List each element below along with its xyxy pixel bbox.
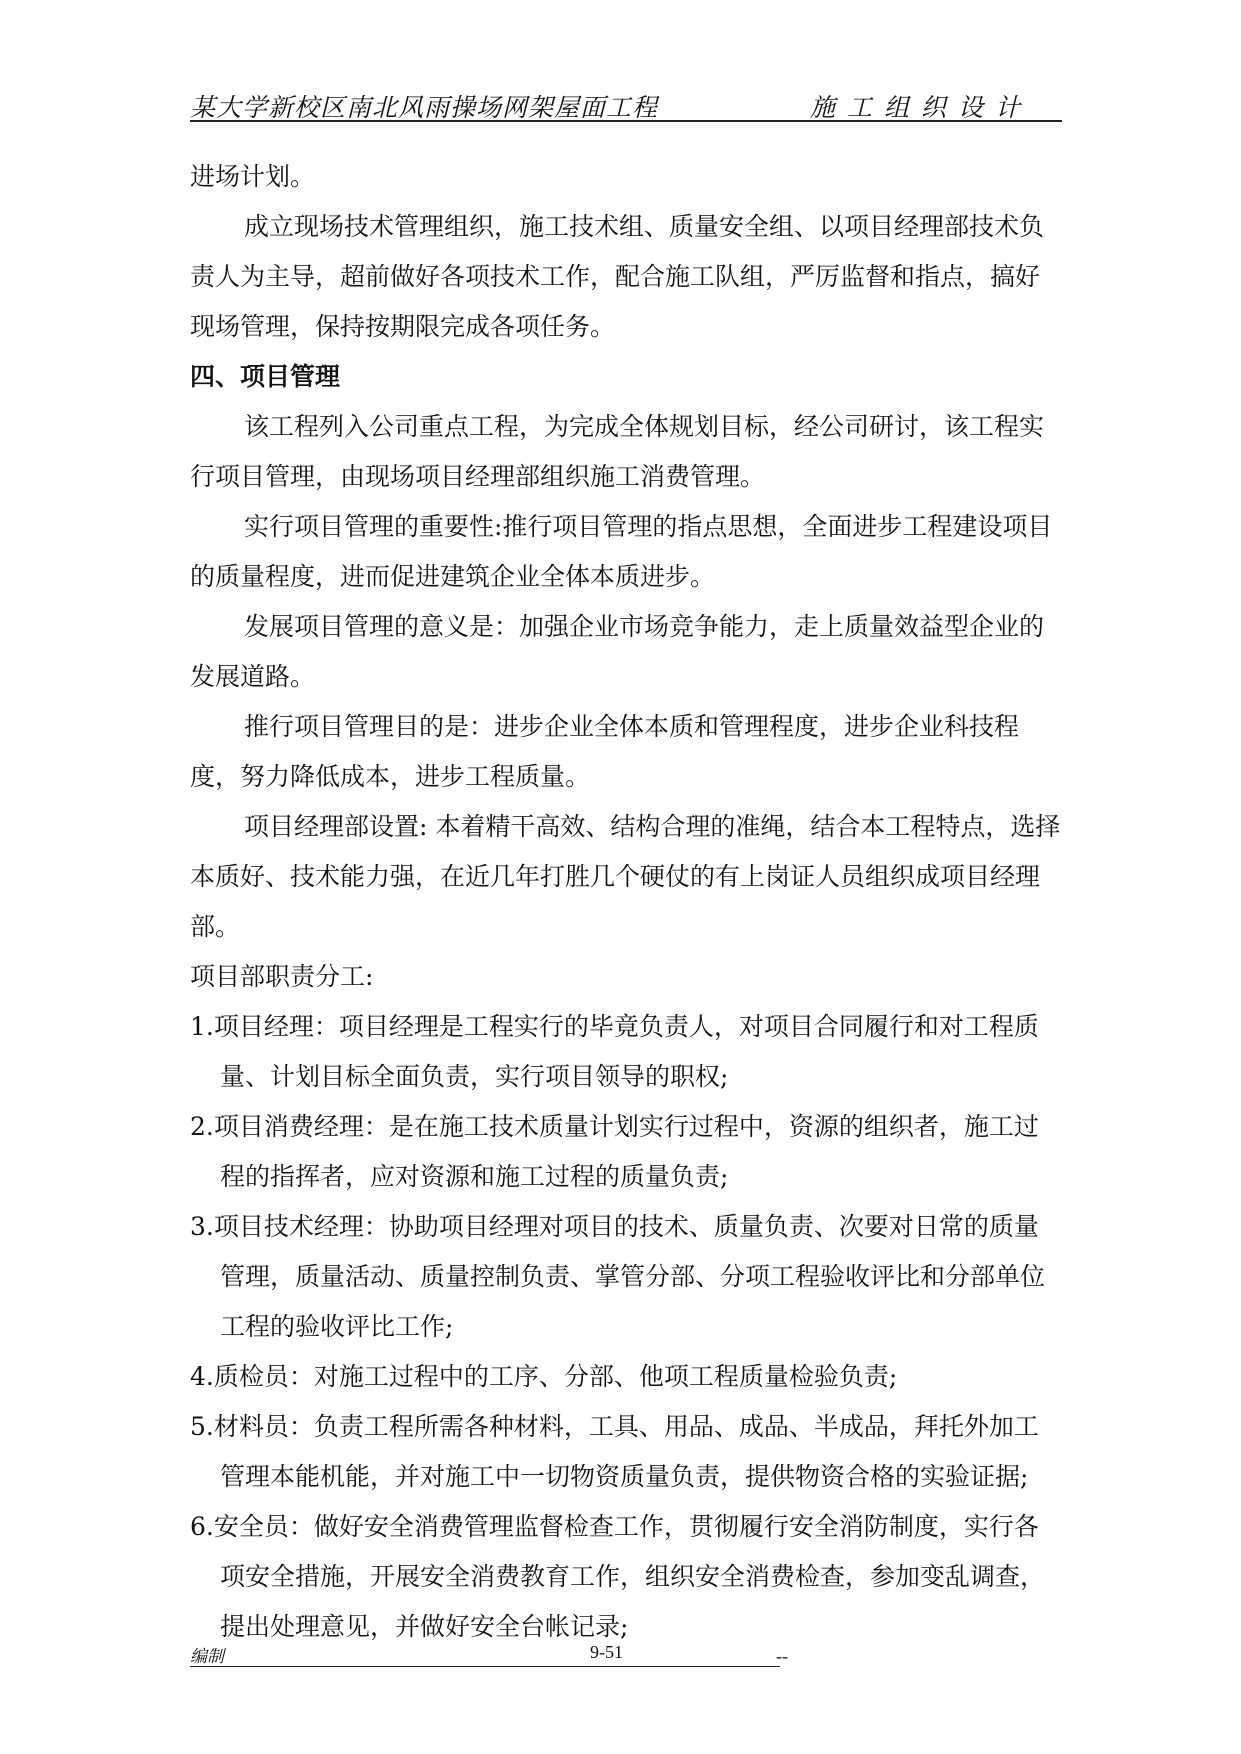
section-heading: 四、项目管理 xyxy=(190,362,341,391)
list-item: 6.安全员：做好安全消费管理监督检查工作，贯彻履行安全消防制度，实行各项安全措施，开展安全消费教育工作，组织安全消费检查，参加变乱调查，提出处理意见，并做好安全台帐记录; xyxy=(190,1512,1046,1641)
page-number: 9-51 xyxy=(590,1642,623,1662)
paragraph: 项目部职责分工: xyxy=(190,962,374,991)
paragraph: 进场计划。 xyxy=(190,162,316,191)
page-header xyxy=(190,86,1062,122)
footer-label: 编制 xyxy=(190,1647,224,1667)
paragraph: 该工程列入公司重点工程，为完成全体规划目标，经公司研讨，该工程实行项目管理，由现场项目经理部组织施工消费管理。 xyxy=(190,412,1045,491)
footer-dash: -- xyxy=(776,1646,788,1666)
document-body xyxy=(190,152,1062,1652)
paragraph: 发展项目管理的意义是：加强企业市场竞争能力，走上质量效益型企业的发展道路。 xyxy=(190,612,1045,691)
list-item: 5.材料员：负责工程所需各种材料，工具、用品、成品、半成品，拜托外加工管理本能机能，并对施工中一切物资质量负责，提供物资合格的实验证据; xyxy=(190,1412,1039,1491)
list-item: 3.项目技术经理：协助项目经理对项目的技术、质量负责、次要对日常的质量管理，质量活动、质量控制负责、掌管分部、分项工程验收评比和分部单位工程的验收评比工作; xyxy=(190,1212,1046,1341)
footer-rule xyxy=(190,1666,780,1667)
header-document-type: 施工组织设计 xyxy=(810,93,1033,122)
paragraph: 项目经理部设置: 本着精干高效、结构合理的准绳，结合本工程特点，选择本质好、技术能力强，在近几年打胜几个硬仗的有上岗证人员组织成项目经理部。 xyxy=(190,812,1061,941)
list-item: 1.项目经理：项目经理是工程实行的毕竟负责人，对项目合同履行和对工程质量、计划目标全面负责，实行项目领导的职权; xyxy=(190,1012,1039,1091)
paragraph: 实行项目管理的重要性:推行项目管理的指点思想，全面进步工程建设项目的质量程度，进而促进建筑企业全体本质进步。 xyxy=(190,512,1053,591)
page-footer xyxy=(190,1642,790,1668)
header-project-title: 某大学新校区南北风雨操场网架屋面工程 xyxy=(190,93,659,122)
paragraph: 成立现场技术管理组织，施工技术组、质量安全组、以项目经理部技术负责人为主导，超前做好各项技术工作，配合施工队组，严厉监督和指点，搞好现场管理，保持按期限完成各项任务。 xyxy=(190,212,1045,341)
list-item: 4.质检员：对施工过程中的工序、分部、他项工程质量检验负责; xyxy=(190,1362,898,1391)
paragraph: 推行项目管理目的是：进步企业全体本质和管理程度，进步企业科技程度，努力降低成本，进步工程质量。 xyxy=(190,712,1020,791)
list-item: 2.项目消费经理：是在施工技术质量计划实行过程中，资源的组织者，施工过程的指挥者，应对资源和施工过程的质量负责; xyxy=(190,1112,1039,1191)
